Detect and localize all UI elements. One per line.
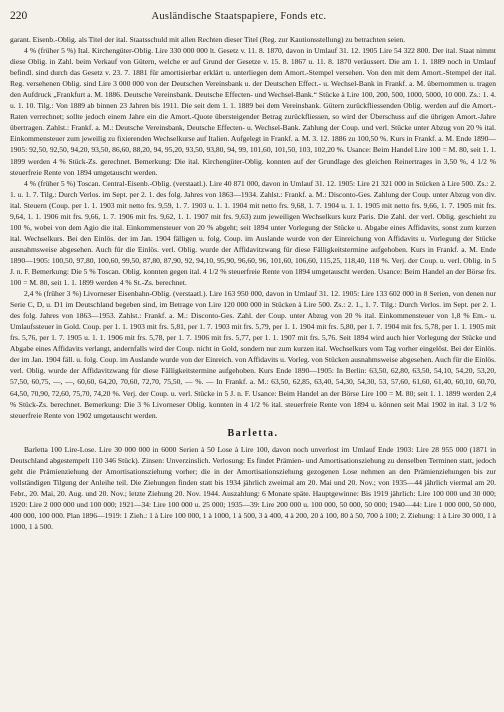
paragraph-continuation: garant. Eisenb.-Oblig. als Titel der ital. Staatsschuld mit allen Rechten dieser Titel (Reg. zur Kautionsstellung) zu betrachten seien. [10,35,406,44]
page-number: 220 [10,10,28,22]
body-text [10,34,496,532]
page-header [10,10,496,30]
paragraph-livorneser: 2,4 % (früher 3 %) Livorneser Eisenbahn-Oblig. (verstaatl.). Lire 163 950 000, davon in Umlauf 31. 12. 1905: Lire 133 602 000 in 8 Serien, von denen nur Serie C, D, u. D1 im Deutschland begeben sind, im Betrage von Lire 120 000 000 in Stücken à Lire 500. Zs.: 2. 1., 1. 7. Tilg.: Durch Verlos. im Sept. per 2. 1. des folg. Jahres von 1863—1953. Zahlst.: Frankf. a. M.: Disconto-Ges. Zahl. der Coup. unter Abzug von 20 % ital. Einkommensteuer von 1,8 % Em.- u. Umlaufssteuer in Gold. Coup. per 1. 1. 1903 mit frs. 5,81, per 1. 7. 1903 mit frs. 5,79, per 1. 1. 1904 mit frs. 5,80, per 1. 7. 1904 mit frs. 5,78, per 1. 1. 1905 mit frs. 5,76, per 1. 7. 1905 u. 1. 1. 1906 mit frs. 5,78, per 1. 7. 1906 mit frs. 5,77, per 1. 1. 1907 mit frs. 5,76. Seit 1894 wird auch hier Vorlegung der Stücke und Abgabe eines Affidavits verlangt, andernfalls wird der Coup. nicht in Gold, sondern nur zum kurzen ital. Wechselkurs vom Tag vorher eingelöst. Bei der Einlös. der im Jan. 1904 fäll. u. folg. Coup. im Auslande wurde von der Einreich. von Affidavits u. Vorleg. von Stücken ausnahmsweise abgesehen. Auch für die Einlös. verl. Oblig. wurde der Affidavitzwang für diese Fälligkeitstermine aufgehoben. Kurs Ende 1890—1905: In Berlin: 63,50, 62,80, 63,50, 54,10, 54,20, 53,20, 57,50, 60,75, —, —, 60,60, 64,20, 70,60, 72,70, 75,50, — %. — In Frankf. a. M.: 63,50, 62,85, 63,40, 54,30, 54,30, 53, 57,60, 61,60, 61,40, 60,10, 60,70, 64,50, 70,90, 72,60, 75,70, 74,20 %. Verj. der Coup. u. verl. Stücke in 5 J. n. F. Usance: Beim Handel an der Börse Lire 100 = M. 80; seit 1. 1. 1899 werden 2,4 % Stück-Zs. berechnet. Bemerkung: Die 3 % Livorneser Oblig. konnten in 4 1/2 % ital. steuerfreie Rente von 1894 u. können seit Mai 1902 in ital. 3 1/2 % steuerfreie Rente von 1902 umgetauscht werden. [10,289,496,420]
running-head: Ausländische Staatspapiere, Fonds etc. [151,11,327,22]
paragraph-kirchengueter: 4 % (früher 5 %) Ital. Kirchengüter-Oblig. Lire 330 000 000 lt. Gesetz v. 11. 8. 1870, davon in Umlauf 31. 12. 1905 Lire 54 322 800. Der ital. Staat nimmt diese Oblig. in Zahl. beim Verkauf von Gütern, welche er auf Grund der Gesetze v. 15. 8. 1867 u. 11. 8. 1870 veräussert. Die am 1. 1. 1889 noch in Umlauf befindl. sind durch das Gesetz v. 23. 7. 1881 für amortisierbar erklärt u. unterliegen dem Amort.-Stempel versehen. Von den mit dem Amort.-Stempel der ital. Reg. versehenen Oblig. sind Lire 3 000 000 von der Deutschen Vereinsbank u. der Deutschen Effect.- u. Wechsel-Bank in Frankf. a. M. übernommen u. tragen den Aufdruck „Frankfurt a. M. 1886. Deutsche Vereinsbank. Deutsche Effecten- und Wechsel-Bank.“ Stücke à Lire 100, 200, 500, 1000, 5000, 10 000. Zs.: 1. 4. u. 1. 10. Tilg.: Von 1889 ab binnen 23 Jahren bis 1911. Die seit dem 1. 1. 1889 bei dem Vereinsbank. Gütern zurückfliessenden Oblig. werden auf die Amort.-Raten verrechnet; sollte jedoch einem Jahre ein die Amort.-Quote übersteigender Betrag zurückfliessen, so wird der Überschuss auf die übrigen Amort.-Jahre übertragen. Zahlst.: Frankf. a. M.: Deutsche Vereinsbank, Deutsche Effecten- u. Wechsel-Bank. Zahlung der Coup. und verl. Stücke unter Abzug von 20 % ital. Einkommensteuer zum jeweilig zu fixierenden Wechselkurse auf Italien. Aufgelegt in Frankf. a. M. 3. 12. 1886 zu 100,50 %. Kurs in Frankf. a. M. Ende 1890—1905: 92,50, 92,50, 94,20, 93,50, 86,60, 88,20, 94, 95,20, 93,50, 93,80, 94, 99, 101,60, 101,50, 103, 102,20 %. Usance: Beim Handel Lire 100 = M. 80, seit 1. 1. 1899 werden 4 % Stück-Zs. gerechnet. Bemerkung: Die ital. Kirchengüter-Oblig. konnten auf der Grundlage des gleichen Reinertrages in 3,50 %, 4 1/2 % steuerfreie Rente von 1894 umgetauscht werden. [10,46,496,177]
paragraph-barletta: Barletta 100 Lire-Lose. Lire 30 000 000 in 6000 Serien à 50 Lose à Lire 100, davon noch unverlost im Umlauf Ende 1903: Lire 28 955 000 (1871 in Deutschland abgestempelt 110 346 Stück). Zinsen: Unverzinslich. Verlosung: Es findet Prämien- und Amortisationsziehung zu denselben Terminen statt, jedoch geht die Prämienziehung der Amortisationsziehung vorher; die in der Amortisationsziehung gezogenen Lose nehmen an den Prämienziehungen bis zur vollständigen Tilgung der Anleihe teil. Die Ziehungen finden statt bis 1934 jährlich zweimal am 20. Mai und 20. Nov.; von 1935—44 jährlich viermal am 20. Febr., 20. Mai, 20. Aug. und 20. Nov.; letzte Ziehung 20. Nov. 1944. Auszahlung: 6 Monate späte. Hauptgewinne: Bis 1919 jährlich: Lire 100 000 und 30 000; 1920: Lire 2 000 000 und 100 000; 1921—34: Lire 100 000 u. 25 000; 1935—39: Lire 200 000 u. 100 000, 50 000, 50 000; 1940—44: Lire 1 000 000, 50 000, 400 000, 100 000. Plan 1896—1919: 1 Zieh.: 1 à Lire 100 000, 1 à 1000, 1 à 500, 3 à 400, 4 à 200, 20 à 100, 80 à 50, 700 à 100; 2. Ziehung: 1 à Lire 30 000, 1 à 1000, 1 à 500. [10,444,496,532]
paragraph-toscan-central: 4 % (früher 5 %) Toscan. Central-Eisenb.-Oblig. (verstaatl.). Lire 40 871 000, davon in Umlauf 31. 12. 1905: Lire 21 321 000 in Stücken à Lire 500. Zs.: 2. 1. u. 1. 7. Tilg.: Durch Verlos. im Sept. per 2. 1. des folg. Jahres von 1863—1934. Zahlst.: Frankf. a. M.: Disconto-Ges. Zahlung der Coup. unter Abzug von div. ital. Steuern (Coup. per 1. 1. 1903 mit netto frs. 9,59, 1. 7. 1903 u. 1. 1. 1904 mit netto frs. 9,68, 1. 7. 1904 u. 1. 1. 1905 mit netto frs. 9,66, 1. 7. 1905 mit frs. 9,64, 1. 1. 1906 mit frs. 9,66, 1. 7. 1906 mit frs. 9,62, 1. 1. 1907 mit frs. 9,63) zum jeweiligen Wechselkurs kurz Paris. Die Zahl. der verl. Oblig. geschieht zu 100 %, wobei von dem Agio die ital. Einkommensteuer von 20 % abgeht; seit 1894 unter Vorlegung der Stücke u. Abgabe eines Affidavits, sonst zum kurzen ital. Wechselkurs. Bei den Einlös. der im Jan. 1904 fälligen u. folg. Coup. im Auslande wurde von der Einreichung von Affidavits u. Vorlegung der Stücke ausnahmsweise abgesehen. Auch für die Einlös. verl. Oblig. wurde der Affidavitzwang für diese Fälligkeitstermine aufgehoben. Kurs in Frankf. a. M. Ende 1890—1905: 100,50, 97,80, 100,60, 99,50, 87,80, 87,90, 92, 94,10, 95,90, 96,60, 96, 101,60, 106,60, 115,25, 118,40, 118 %. Verj. der Coup. u. verl. Oblig. in 5 J. n. F. Bemerkung: Die 5 % Toscan. Oblig. konnten gegen ital. 4 1/2 % steuerfreie Rente von 1894 umgetauscht werden. Usance: Beim Handel an der Börse frs. 100 = M. 80, seit 1. 1. 1899 werden 4 % St.-Zs. berechnet. [10,178,496,288]
section-title-barletta: Barletta. [227,427,279,439]
